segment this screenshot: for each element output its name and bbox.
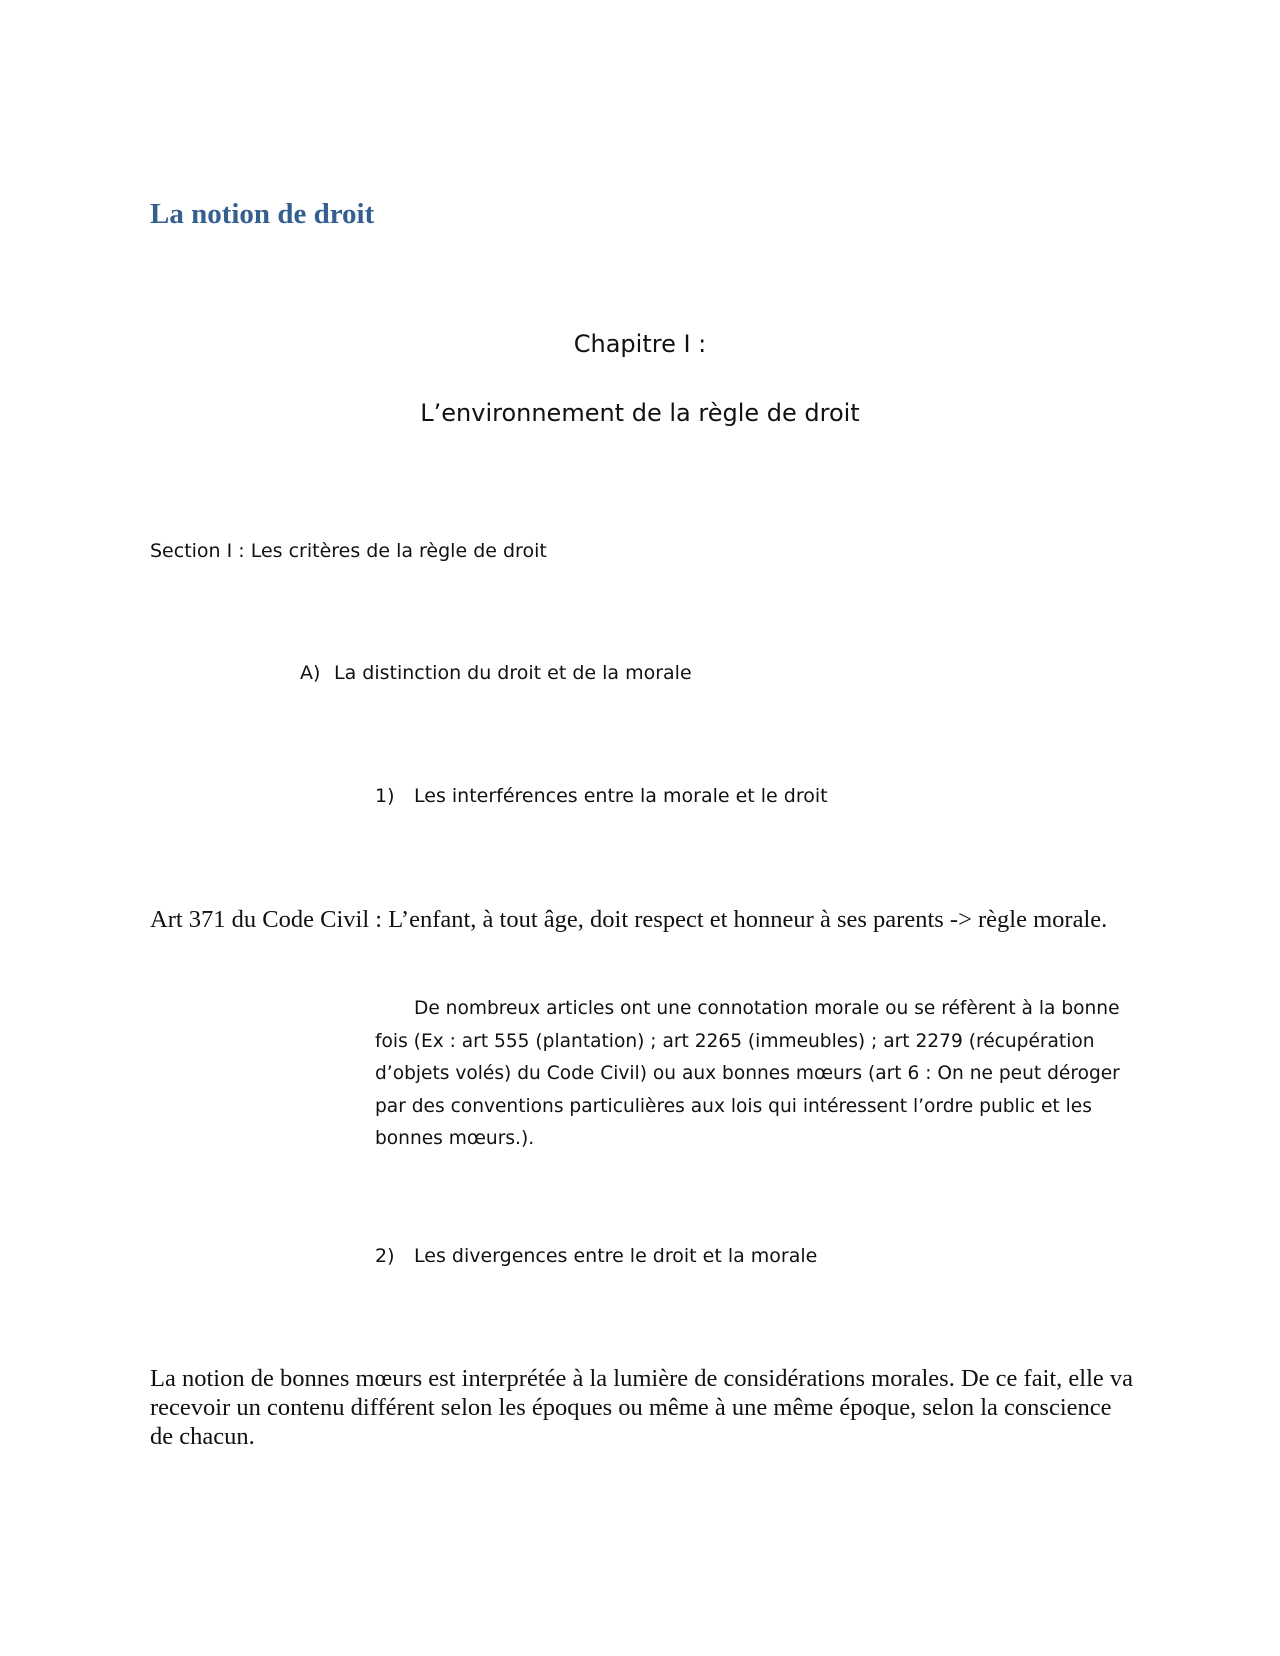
- chapter-heading: Chapitre I :: [573, 330, 707, 358]
- item-2-heading: [375, 1245, 817, 1267]
- item-1-heading: [375, 785, 828, 807]
- section-heading: Section I : Les critères de la règle de droit: [150, 540, 547, 562]
- bonnes-moeurs-paragraph: La notion de bonnes mœurs est interprétée à la lumière de considérations morales. De ce fait, elle va recevoir un contenu différent selon les époques ou même à une même époque, selon la conscience de chacun.: [150, 1365, 1134, 1450]
- list-marker: 2): [375, 1245, 395, 1267]
- articles-paragraph: De nombreux articles ont une connotation morale ou se réfèrent à la bonne fois (Ex : art 555 (plantation) ; art 2265 (immeubles) ; art 2279 (récupération d’objets volés) du Code Civil) ou aux bonnes mœurs (art 6 : On ne peut déroger par des conventions particulières aux lois qui intéressent l’ordre public et les bonnes mœurs.).: [375, 998, 1120, 1149]
- list-marker: 1): [375, 785, 395, 807]
- item-2-text: Les divergences entre le droit et la morale: [414, 1245, 818, 1267]
- subsection-a-text: La distinction du droit et de la morale: [334, 662, 692, 684]
- article-371-paragraph: Art 371 du Code Civil : L’enfant, à tout âge, doit respect et honneur à ses parents -> règle morale.: [150, 906, 1108, 933]
- item-1-text: Les interférences entre la morale et le droit: [414, 785, 828, 807]
- list-marker: A): [300, 662, 321, 684]
- subsection-a-heading: [300, 662, 692, 684]
- chapter-title: L’environnement de la règle de droit: [420, 399, 860, 427]
- document-title: La notion de droit: [150, 198, 375, 230]
